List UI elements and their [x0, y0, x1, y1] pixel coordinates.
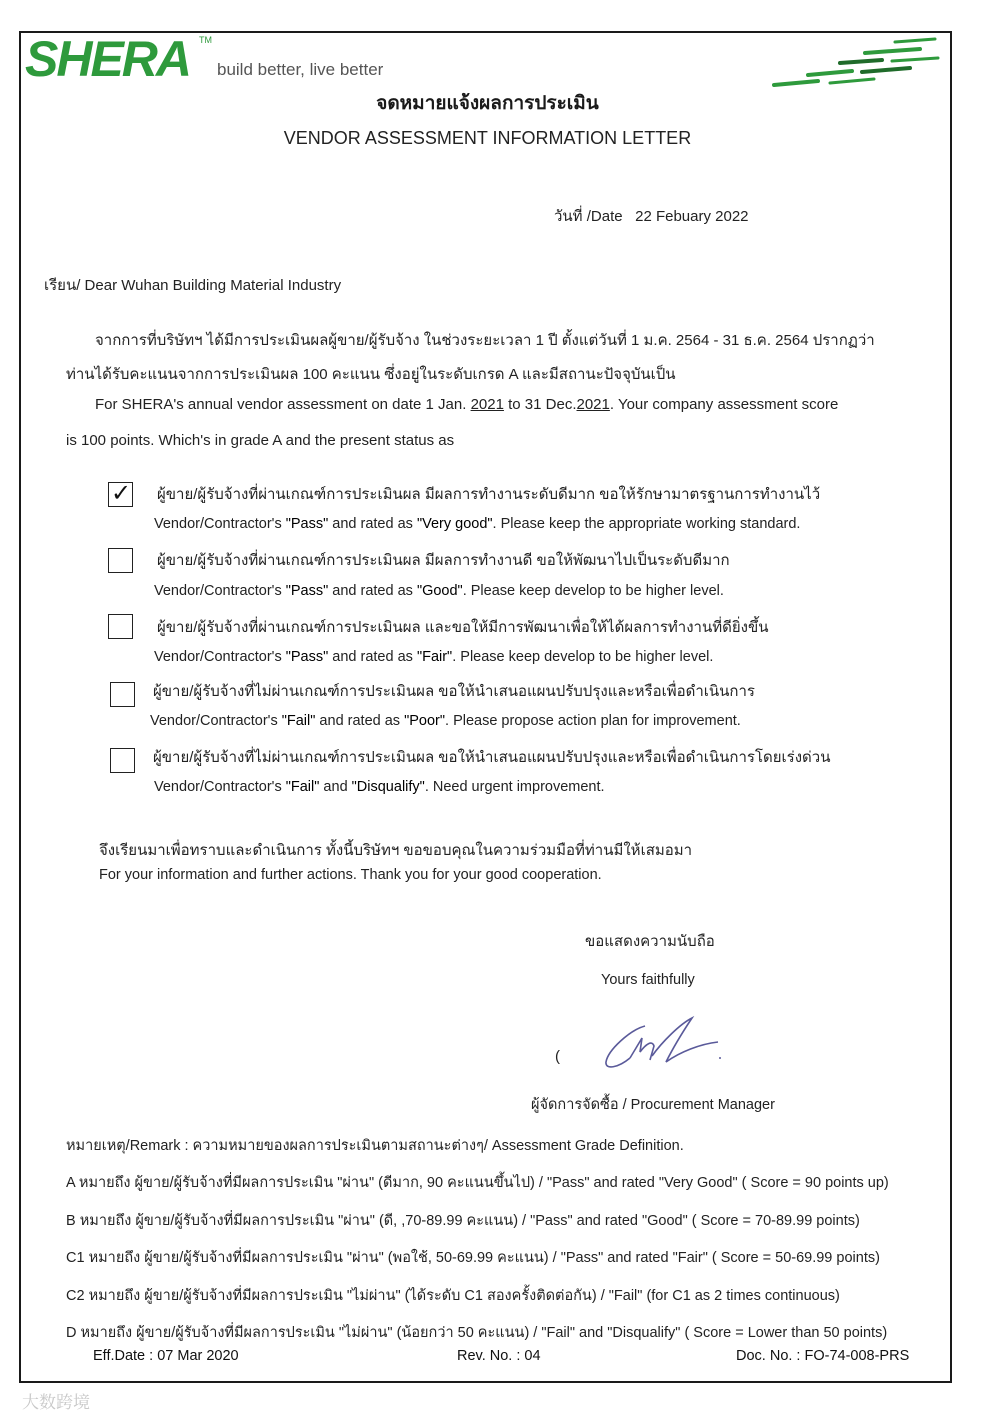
checkbox-fair[interactable]	[108, 614, 133, 639]
remark-grade-a: A หมายถึง ผู้ขาย/ผู้รับจ้างที่มีผลการประเมิน "ผ่าน" (ดีมาก, 90 คะแนนขึ้นไป) / "Pass" and rated "Very Good" ( Score = 90 points up)	[66, 1175, 889, 1191]
option-en-text: and rated as	[315, 713, 405, 729]
option-en-text: . Need urgent improvement.	[424, 779, 605, 795]
checkbox-very-good[interactable]	[108, 482, 133, 507]
option-status: "Fail"	[285, 779, 320, 795]
signoff-role: ผู้จัดการจัดซื้อ / Procurement Manager	[531, 1097, 775, 1113]
body-thai-line-2: ท่านได้รับคะแนนจากการประเมินผล 100 คะแนน ซึ่งอยู่ในระดับเกรด A และมีสถานะปัจจุบันเป็น	[66, 366, 676, 383]
title-english: VENDOR ASSESSMENT INFORMATION LETTER	[283, 128, 692, 148]
logo-tagline: build better, live better	[217, 60, 384, 79]
option-rating: "Poor"	[404, 713, 446, 729]
footer-eff-date: Eff.Date : 07 Mar 2020	[93, 1348, 239, 1364]
body-en-line-1	[95, 396, 838, 413]
option-english	[154, 779, 605, 795]
option-en-text: Vendor/Contractor's	[154, 516, 286, 532]
salutation: เรียน/ Dear Wuhan Building Material Industry	[44, 277, 342, 294]
title-thai: จดหมายแจ้งผลการประเมิน	[376, 93, 599, 114]
option-en-text: Vendor/Contractor's	[154, 583, 286, 599]
logo-trademark: TM	[199, 35, 212, 45]
option-rating: "Fair"	[416, 649, 453, 665]
option-status: "Pass"	[285, 649, 329, 665]
option-en-text: . Please keep develop to be higher level.	[452, 649, 714, 665]
remark-heading: หมายเหตุ/Remark : ความหมายของผลการประเมินตามสถานะต่างๆ/ Assessment Grade Definition.	[66, 1138, 684, 1154]
closing-thai: จึงเรียนมาเพื่อทราบและดำเนินการ ทั้งนี้บริษัทฯ ขอขอบคุณในความร่วมมือที่ท่านมีให้เสมอมา	[99, 842, 693, 859]
checkbox-good[interactable]	[108, 548, 133, 573]
option-thai: ผู้ขาย/ผู้รับจ้างที่ไม่ผ่านเกณฑ์การประเมินผล ขอให้นำเสนอแผนปรับปรุงและหรือเพื่อดำเนินการ	[153, 683, 755, 700]
body-en-text: to 31 Dec.	[503, 396, 577, 413]
option-status: "Fail"	[281, 713, 316, 729]
date-line	[554, 204, 749, 228]
year-start: 2021	[470, 396, 504, 413]
body-en-text: For SHERA's annual vendor assessment on date 1 Jan.	[95, 396, 471, 413]
checkbox-disqualify[interactable]	[110, 748, 135, 773]
signature-paren: (	[555, 1048, 560, 1065]
option-thai: ผู้ขาย/ผู้รับจ้างที่ไม่ผ่านเกณฑ์การประเมินผล ขอให้นำเสนอแผนปรับปรุงและหรือเพื่อดำเนินการโดยเร่งด่วน	[153, 749, 831, 766]
green-stripes-icon	[770, 35, 950, 95]
date-value: 22 Febuary 2022	[635, 208, 749, 225]
checkbox-poor[interactable]	[110, 682, 135, 707]
option-en-text: and rated as	[328, 583, 417, 599]
year-end: 2021	[576, 396, 610, 413]
signoff-english: Yours faithfully	[601, 972, 695, 988]
closing-english: For your information and further actions. Thank you for your good cooperation.	[99, 867, 602, 883]
signature-icon	[600, 1012, 730, 1082]
shera-logo: SHERA	[25, 31, 191, 87]
option-thai: ผู้ขาย/ผู้รับจ้างที่ผ่านเกณฑ์การประเมินผล และขอให้มีการพัฒนาเพื่อให้ได้ผลการทำงานที่ดียิ่งขึ้น	[157, 619, 769, 636]
option-en-text: . Please keep develop to be higher level.	[462, 583, 724, 599]
option-en-text: and rated as	[328, 649, 417, 665]
remark-grade-b: B หมายถึง ผู้ขาย/ผู้รับจ้างที่มีผลการประเมิน "ผ่าน" (ดี, ,70-89.99 คะแนน) / "Pass" and rated "Good" ( Score = 70-89.99 points)	[66, 1213, 860, 1229]
option-english	[154, 649, 713, 665]
date-label: วันที่ /Date	[554, 208, 623, 225]
option-rating: "Disqualify"	[351, 779, 425, 795]
watermark: 大数跨境	[22, 1393, 90, 1412]
body-en-text: . Your company assessment score	[609, 396, 839, 413]
signoff-thai: ขอแสดงความนับถือ	[585, 933, 715, 950]
option-thai: ผู้ขาย/ผู้รับจ้างที่ผ่านเกณฑ์การประเมินผล มีผลการทำงานระดับดีมาก ขอให้รักษามาตรฐานการทำงานไว้	[157, 486, 821, 503]
option-status: "Pass"	[285, 516, 329, 532]
footer-rev-no: Rev. No. : 04	[457, 1348, 541, 1364]
option-en-text: Vendor/Contractor's	[150, 713, 282, 729]
option-status: "Pass"	[285, 583, 329, 599]
option-en-text: Vendor/Contractor's	[154, 649, 286, 665]
body-en-line-2: is 100 points. Which's in grade A and the present status as	[66, 432, 455, 449]
option-english	[154, 583, 724, 599]
footer-doc-no: Doc. No. : FO-74-008-PRS	[736, 1348, 910, 1364]
option-en-text: . Please keep the appropriate working standard.	[492, 516, 801, 532]
option-thai: ผู้ขาย/ผู้รับจ้างที่ผ่านเกณฑ์การประเมินผล มีผลการทำงานดี ขอให้พัฒนาไปเป็นระดับดีมาก	[157, 552, 730, 569]
checkmark-icon: ✓	[111, 480, 132, 507]
option-en-text: and	[319, 779, 352, 795]
option-rating: "Very good"	[416, 516, 493, 532]
option-rating: "Good"	[416, 583, 463, 599]
option-en-text: Vendor/Contractor's	[154, 779, 286, 795]
remark-grade-c2: C2 หมายถึง ผู้ขาย/ผู้รับจ้างที่มีผลการประเมิน "ไม่ผ่าน" (ได้ระดับ C1 สองครั้งติดต่อกัน) / "Fail" (for C1 as 2 times continuous)	[66, 1288, 840, 1304]
body-thai-line-1: จากการที่บริษัทฯ ได้มีการประเมินผลผู้ขาย/ผู้รับจ้าง ในช่วงระยะเวลา 1 ปี ตั้งแต่วันที่ 1 ม.ค. 2564 - 31 ธ.ค. 2564 ปรากฏว่า	[95, 332, 875, 349]
remark-grade-d: D หมายถึง ผู้ขาย/ผู้รับจ้างที่มีผลการประเมิน "ไม่ผ่าน" (น้อยกว่า 50 คะแนน) / "Fail" and "Disqualify" ( Score = Lower than 50 points)	[66, 1325, 888, 1341]
remark-grade-c1: C1 หมายถึง ผู้ขาย/ผู้รับจ้างที่มีผลการประเมิน "ผ่าน" (พอใช้, 50-69.99 คะแนน) / "Pass" and rated "Fair" ( Score = 50-69.99 points)	[66, 1250, 880, 1266]
option-english	[150, 713, 741, 729]
option-english	[154, 516, 800, 532]
option-en-text: and rated as	[328, 516, 417, 532]
option-en-text: . Please propose action plan for improvement.	[445, 713, 741, 729]
